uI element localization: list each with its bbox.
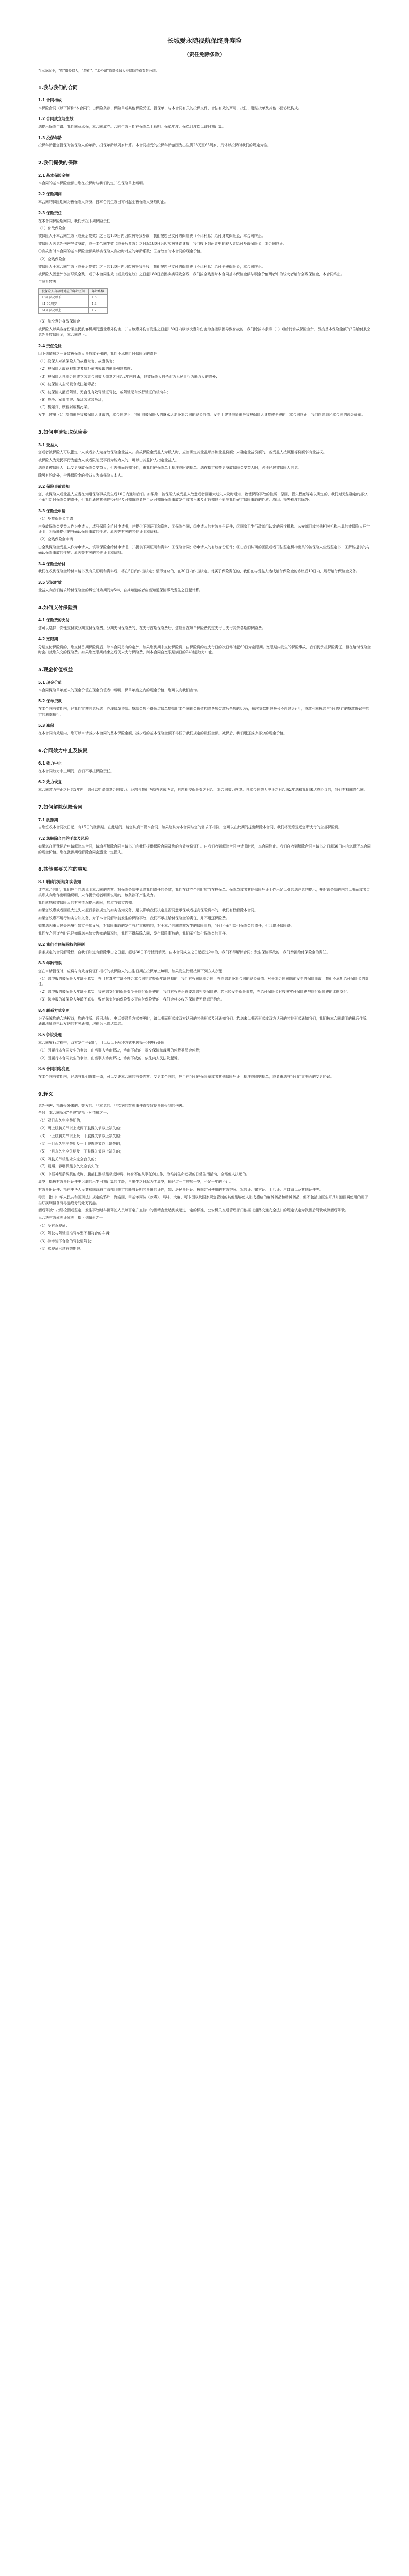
clause-text: （1）身故保险金 [38, 226, 66, 231]
clause-text: （7）核爆炸、核辐射或核污染。 [38, 405, 91, 410]
clause-text: 本合同的保险期间为被保险人终身，自本合同生效日零时起至被保险人身故时止。 [38, 200, 168, 205]
clause-text: 本合同效力中止之日起2年内，您可以申请恢复合同效力。经您与我们协商并达成协议，自您补交保险费之日起，本合同效力恢复。自本合同效力中止之日起满2年您和我们未达成协议的，我们有权解除合同。 [38, 788, 367, 792]
clause-text: 如果您因重大过失未履行如实告知义务，对保险事故的发生有严重影响的，对于本合同解除前发生的保险事故，我们不承担给付保险金的责任，但会退还保险费。 [38, 923, 294, 928]
section-heading: 8.其他需要关注的事项 [38, 867, 88, 873]
clause-heading: 7.1 犹豫期 [38, 817, 58, 822]
clause-text: 为了保障您的合法权益，您的住所、通讯地址、电话等联系方式变更时，请以书面形式或双方认可的其他形式及时通知我们。若您未以书面形式或双方认可的其他形式通知我们，我们按本合同载明的最后住所、通讯地址或电话发送的有关通知，均视为已送达给您。 [38, 1016, 370, 1026]
clause-text: （6）战争、军事冲突、暴乱或武装叛乱； [38, 397, 106, 402]
clause-text: 由身故保险金受益人作为申请人，填写保险金给付申请书，并提供下列证明和资料：①保险合同；②申请人的有效身份证件；③国家卫生行政部门认定的医疗机构、公安部门或其他相关机构出具的被保险人死亡证明；④所能提供的与确认保险事故的性质、原因等有关的其他证明和资料。 [38, 524, 370, 534]
clause-heading: 3.1 受益人 [38, 442, 58, 447]
clause-heading: 6.1 效力中止 [38, 760, 62, 766]
table-header-cell: 年龄系数 [89, 289, 108, 295]
clause-text: 您或者被保险人可以指定一人或者多人为身故保险金受益人。身故保险金受益人为数人时，应当确定其受益顺序和受益份额；未确定受益份额的，各受益人按照相等份额享有受益权。 [38, 450, 327, 455]
table-header-cell: 被保险人身故时对应的年龄区间 [39, 289, 89, 295]
clause-text: （5）被保险人酒后驾驶、无合法有效驾驶证驾驶，或驾驶无有效行驶证的机动车； [38, 389, 171, 394]
definition-text: （8）中枢神经系统机能或胸、腹部脏器机能极度障碍，终身不能从事任何工作，为维持生命必要的日常生活活动，全需他人扶助的。 [38, 1172, 250, 1177]
clause-text: 分期支付保险费的，您支付首期保险费后，除本合同另有约定外，如果您到期未支付保险费，自保险费约定支付日的次日零时起60日为宽限期。宽限期内发生的保险事故，我们仍承担保险责任，但在给付保险金时会扣减您欠交的保险费。如果您宽限期结束之后仍未支付保险费，则本合同自宽限期满日的24时起效力中止。 [38, 645, 371, 655]
definition-text: （5）一目永久完全失明及一下肢踝关节以上缺失的； [38, 1149, 124, 1154]
clause-heading: 1.2 合同成立与生效 [38, 116, 74, 122]
age-coefficient-table [38, 288, 108, 314]
clause-heading: 8.2 我们合同解除权的限制 [38, 942, 85, 947]
clause-heading: 2.3 保险责任 [38, 210, 62, 215]
definition-text: （1）双目永久完全失明的； [38, 1118, 84, 1123]
table-cell: 1.2 [89, 308, 108, 314]
table-row [39, 295, 108, 301]
table-cell: 18周岁及以下 [39, 295, 89, 301]
section-heading: 1.我与我们的合同 [38, 85, 78, 91]
definition-text: 酒后驾驶：指经检测或鉴定，发生事故时车辆驾驶人员每百毫升血液中的酒精含量达到或超过一定的标准，公安机关交通管理部门依据《道路交通安全法》的规定认定为饮酒后驾驶或醉酒后驾驶。 [38, 1208, 348, 1213]
definition-text: 毒品：指《中华人民共和国刑法》规定的鸦片、海洛因、甲基苯丙胺（冰毒）、吗啡、大麻、可卡因以及国家规定管制的其他能够使人形成瘾癖的麻醉药品和精神药品，但不包括由医生开具并遵医嘱使用的用于治疗疾病但含有毒品成分的处方药品。 [38, 1195, 368, 1205]
clause-heading: 5.2 保单贷款 [38, 699, 62, 704]
table-row [39, 301, 108, 307]
table-cell: 41-60周岁 [39, 301, 89, 307]
clause-text: （1）您申报的被保险人年龄不真实，并且其真实年龄不符合本合同约定投保年龄限制的，我们有权解除本合同，并向您退还本合同的现金价值。对于本合同解除前发生的保险事故，我们不承担给付保险金的责任。 [38, 976, 369, 987]
clause-heading: 3.5 诉讼时效 [38, 580, 62, 585]
clause-text: （4）被保险人主动吸食或注射毒品； [38, 382, 98, 386]
definition-text: （3）持审验不合格的驾驶证驾驶； [38, 1239, 95, 1243]
clause-text: 本合同的基本保险金额由您在投保时与我们约定并在保险单上载明。 [38, 181, 146, 185]
clause-text: （2）被保险人故意犯罪或者抗拒依法采取的刑事强制措施； [38, 367, 134, 371]
clause-text: 被保险人于本合同生效（或最后复效）之日起180日内因疾病导致身故，我们按您已支付的保险费（不计利息）给付身故保险金，本合同终止。 [38, 234, 265, 239]
clause-text: （1）因履行本合同发生的争议，由当事人协商解决，协商不成的，提交保险单载明的仲裁委员会仲裁； [38, 1048, 203, 1053]
definition-text: （4）一目永久完全失明及一上肢腕关节以上缺失的； [38, 1141, 124, 1146]
table-cell: 1.4 [89, 301, 108, 307]
section-heading: 3.如何申请领取保险金 [38, 430, 88, 436]
clause-text: 我们在收到保险金给付申请书及有关证明和资料后，将在5日内作出核定；情形复杂的，在30日内作出核定。对属于保险责任的，我们在与受益人达成给付保险金的协议后10日内，履行给付保险金义务。 [38, 569, 360, 574]
clause-text: 订立本合同时，我们应当向您说明本合同的内容。对保险条款中免除我们责任的条款，我们在订立合同时应当在投保单、保险单或者其他保险凭证上作出足以引起您注意的提示，并对该条款的内容以书面或者口头形式向您作出明确说明，未作提示或者明确说明的，该条款不产生效力。 [38, 887, 370, 897]
definition-text: 全残：本合同所称“全残”是指下列情形之一： [38, 1111, 111, 1115]
clause-heading: 2.2 保险期间 [38, 192, 62, 197]
table-cell: 61周岁及以上 [39, 308, 89, 314]
clause-text: 被保险人以乘客身份乘坐民航客机期间遭受意外伤害，并自该意外伤害发生之日起180日内以该次意外伤害为直接原因导致身故的，我们除按本条第（1）项给付身故保险金外，另按基本保险金额的2倍给付航空意外身故保险金，本合同终止。 [38, 327, 371, 337]
table-header-row [39, 289, 108, 295]
intro-paragraph: 在本条款中，“您”指投保人，“我们”、“本公司”均指长城人寿保险股份有限公司。 [38, 69, 159, 73]
clause-text: （2）因履行本合同发生的争议，由当事人协商解决，协商不成的，依法向人民法院起诉。 [38, 1056, 181, 1060]
clause-heading: 5.1 现金价值 [38, 680, 62, 685]
clause-text: 前条规定的合同解除权，自我们知道有解除事由之日起，超过30日不行使而消灭。自本合同成立之日起超过2年的，我们不得解除合同；发生保险事故的，我们承担给付保险金的责任。 [38, 950, 330, 955]
document-body [0, 68, 409, 1251]
section-heading: 4.如何支付保险费 [38, 605, 78, 611]
clause-text: 发生上述第（1）项情形导致被保险人身故的，本合同终止，我们向被保险人的继承人退还本合同的现金价值。发生上述其他情形导致被保险人身故或全残的，本合同终止，我们向您退还本合同的现金价值。 [38, 413, 365, 417]
clause-heading: 6.2 效力恢复 [38, 779, 62, 785]
document-title: 长城爱永随视航保终身寿险 [167, 37, 242, 44]
definition-text: （4）驾驶证已过有效期限。 [38, 1246, 84, 1251]
clause-text: 自您签收本合同次日起，有15日的犹豫期。在此期间，请您认真审视本合同，如果您认为本合同与您的需求不相符，您可以在此期间提出解除本合同，我们将无息退还您所支付的全部保险费。 [38, 825, 342, 830]
clause-heading: 7.2 您解除合同的手续及风险 [38, 836, 89, 841]
clause-text: 您提出保险申请、我们同意承保，本合同成立。合同生效日期在保险单上载明。保单年度、保单月度均以该日期计算。 [38, 124, 226, 129]
document-subtitle: （责任免除条款） [184, 52, 225, 58]
clause-text: 如果您故意或者因重大过失未履行前款规定的如实告知义务，足以影响我们决定是否同意承保或者提高保险费率的，我们有权解除本合同。 [38, 908, 258, 913]
clause-heading: 3.2 保险事故通知 [38, 484, 70, 489]
clause-text: ①身故当时本合同的基本保险金额乘以被保险人身故时对应的年龄系数；②身故当时本合同的现金价值。 [38, 249, 204, 253]
clause-text: 因下列情形之一导致被保险人身故或全残的，我们不承担给付保险金的责任： [38, 351, 161, 356]
clause-text: 我们在合同订立时已经知道您未如实告知的情况的，我们不得解除合同；发生保险事故的，我们承担给付保险金的责任。 [38, 931, 229, 936]
clause-heading: 2.1 基本保险金额 [38, 173, 70, 178]
clause-text: 在本合同效力中止期间，我们不承担保险责任。 [38, 769, 114, 773]
clause-text: 您或者被保险人可以变更身故保险金受益人，但需书面通知我们，由我们在保险单上批注或附贴批单。您在指定和变更身故保险金受益人时，必须经过被保险人同意。 [38, 466, 301, 470]
clause-text: 如果您故意不履行如实告知义务，对于本合同解除前发生的保险事故，我们不承担给付保险金的责任，并不退还保险费。 [38, 916, 229, 921]
clause-text: 我们就您和被保险人的有关情况提出询问，您应当如实告知。 [38, 901, 135, 905]
clause-text: 在本合同有效期内，经我们审核同意后您可办理保单贷款。贷款金额不得超过保单贷款时本合同现金价值扣除各项欠款后余额的80%，每次贷款期限最长不超过6个月，贷款利率按您与我们签订的贷款协议中约定的利率执行。 [38, 707, 370, 717]
clause-text: 您在申请投保时，应将与有效身份证件相符的被保险人的出生日期在投保单上填明，如果发生错误按照下列方式办理： [38, 969, 226, 973]
clause-text: 被保险人因意外伤害导致身故，或于本合同生效（或最后复效）之日起180日后因疾病导致身故，我们按下列两者中的较大者给付身故保险金，本合同终止： [38, 242, 287, 246]
section-heading: 5.现金价值权益 [38, 667, 73, 673]
clause-text: 在本合同有效期内，经您与我们协商一致，可以变更本合同的有关内容。变更本合同的，应当由我们在保险单或者其他保险凭证上批注或附贴批单，或者由您与我们订立书面的变更协议。 [38, 1075, 334, 1079]
clause-text: 如果您在犹豫期后申请解除本合同，请填写解除合同申请书并向我们提供保险合同及您的有效身份证件。自我们收到解除合同申请书时起，本合同终止。我们自收到解除合同申请书之日起30日内向您退还本合同的现金价值。您在犹豫期后解除合同会遭受一定损失。 [38, 844, 371, 854]
clause-text: 除另有约定外，全残保险金的受益人为被保险人本人。 [38, 473, 125, 478]
table-cell: 1.6 [89, 295, 108, 301]
clause-text: 您可以选择一次性支付或分期支付保险费。分期支付保险费的，在支付首期保险费后，您应当在每个保险费约定支付日支付其余各期的保险费。 [38, 626, 265, 631]
clause-text: 在本合同有效期内，您可以申请减少本合同的基本保险金额，减少后的基本保险金额不得低于我们规定的最低金额。减保后，我们退还减少部分的现金价值。 [38, 731, 287, 736]
definition-text: （6）四肢关节机能永久完全丧失的； [38, 1157, 98, 1161]
section-heading: 9.释义 [38, 1091, 54, 1097]
clause-heading: 4.1 保险费的支付 [38, 618, 70, 623]
definition-text: 周岁：指按有效身份证件中记载的出生日期计算的年龄，自出生之日起为零周岁，每经过一年增加一岁，不足一年的不计。 [38, 1180, 233, 1184]
clause-heading: 1.3 投保年龄 [38, 135, 62, 140]
definition-text: 无合法有效驾驶证驾驶：指下列情形之一： [38, 1216, 107, 1221]
clause-heading: 4.2 宽限期 [38, 636, 58, 641]
definition-text: （2）两上肢腕关节以上或两下肢踝关节以上缺失的； [38, 1126, 124, 1131]
definition-text: 有效身份证件：指由中华人民共和国政府主管部门规定的能够证明其身份的证件，如：居民身份证、按规定可使用的有效护照、军官证、警官证、士兵证、户口簿以及其他证件等。 [38, 1187, 323, 1192]
definition-text: （3）一上肢腕关节以上及一下肢踝关节以上缺失的； [38, 1133, 124, 1138]
clause-text: 被保险人为无民事行为能力人或者限制民事行为能力人的，可以由其监护人指定受益人。 [38, 458, 179, 463]
clause-heading: 8.1 明确说明与如实告知 [38, 879, 81, 885]
clause-text: （3）航空意外身故保险金 [38, 319, 80, 324]
clause-text: （2）您申报的被保险人年龄不真实，致使您支付的保险费少于应付保险费的，我们有权更正并要求您补交保险费。若已经发生保险事故，在给付保险金时按照实付保险费与应付保险费的比例支付。 [38, 990, 351, 994]
clause-heading: 8.3 年龄错误 [38, 961, 62, 966]
clause-text: 您、被保险人或受益人应当在知道保险事故发生后10日内通知我们。如果您、被保险人或受益人故意或者因重大过失未及时通知，致使保险事故的性质、原因、损失程度等难以确定的，我们对无法确定的部分，不承担给付保险金的责任，但我们通过其他途径已经及时知道或者应当及时知道保险事故发生或者虽未及时通知但不影响我们确定保险事故的性质、原因、损失程度的除外。 [38, 492, 371, 502]
clause-text: （3）您申报的被保险人年龄不真实，致使您支付的保险费多于应付保险费的，我们会将多收的保险费无息退还给您。 [38, 997, 225, 1002]
table-caption: 年龄系数表 [38, 280, 56, 284]
clause-heading: 8.4 联系方式变更 [38, 1008, 70, 1013]
clause-text: （2）全残保险金 [38, 257, 66, 261]
clause-heading: 8.5 争议处理 [38, 1032, 62, 1038]
clause-heading: 5.3 减保 [38, 723, 54, 728]
definition-text: （1）没有驾驶证； [38, 1224, 70, 1228]
clause-text: 受益人向我们请求给付保险金的诉讼时效期间为5年，自其知道或者应当知道保险事故发生之日起计算。 [38, 588, 203, 592]
clause-text: （1）投保人对被保险人的故意杀害、故意伤害； [38, 359, 116, 364]
clause-heading: 8.6 合同内容变更 [38, 1066, 70, 1072]
clause-heading: 2.4 责任免除 [38, 343, 62, 348]
clause-text: 本合同保险单年度末的现金价值在现金价值表中载明，保单年度之内的现金价值，您可以向我们查询。 [38, 688, 200, 692]
section-heading: 7.如何解除保险合同 [38, 804, 83, 810]
definition-text: （7）咀嚼、吞咽机能永久完全丧失的； [38, 1164, 102, 1169]
clause-heading: 1.1 合同构成 [38, 97, 62, 103]
definition-text: （2）驾驶与驾驶证准驾车型不相符合的车辆； [38, 1231, 113, 1235]
section-heading: 2.我们提供的保障 [38, 160, 78, 166]
clause-heading: 3.4 保险金给付 [38, 561, 66, 566]
clause-text: 由全残保险金受益人作为申请人，填写保险金给付申请书，并提供下列证明和资料：①保险合同；②申请人的有效身份证件；③由我们认可的医院或者司法鉴定机构出具的被保险人全残鉴定书；④所能提供的与确认保险事故的性质、原因等有关的其他证明和资料。 [38, 545, 370, 555]
table-row [39, 308, 108, 314]
clause-heading: 3.3 保险金申请 [38, 509, 66, 514]
clause-text: （1）身故保险金申请 [38, 516, 73, 521]
clause-text: 被保险人于本合同生效（或最后复效）之日起180日内因疾病导致全残，我们按您已支付的保险费（不计利息）给付全残保险金，本合同终止。 [38, 264, 265, 269]
definition-text: 意外伤害：指遭受外来的、突发的、非本意的、非疾病的客观事件直接致使身体受到的伤害。 [38, 1103, 186, 1108]
clause-text: 本保险合同（以下简称“本合同”）由保险条款、保险单或其他保险凭证、投保单、与本合同有关的投保文件、合法有效的声明、批注、附贴批单及其他书面协议构成。 [38, 106, 302, 110]
clause-text: 在本合同保险期间内，我们承担下列保险责任： [38, 218, 114, 223]
clause-text: （3）被保险人自本合同成立或者合同效力恢复之日起2年内自杀，但被保险人自杀时为无民事行为能力人的除外； [38, 375, 219, 379]
clause-text: 投保年龄指您投保时被保险人的年龄，投保年龄以周岁计算。本合同接受的投保年龄范围为出生满28天至65周岁，具体以投保时我们的规定为准。 [38, 143, 271, 148]
clause-text: 被保险人因意外伤害导致全残，或于本合同生效（或最后复效）之日起180日后因疾病导致全残，我们按全残当时本合同基本保险金额与现金价值两者中的较大者给付全残保险金，本合同终止。 [38, 272, 345, 277]
section-heading: 6.合同效力中止及恢复 [38, 748, 88, 754]
clause-text: 本合同履行过程中，双方发生争议时，可以从以下两种方式中选择一种进行处理： [38, 1040, 168, 1045]
clause-text: （2）全残保险金申请 [38, 537, 73, 542]
